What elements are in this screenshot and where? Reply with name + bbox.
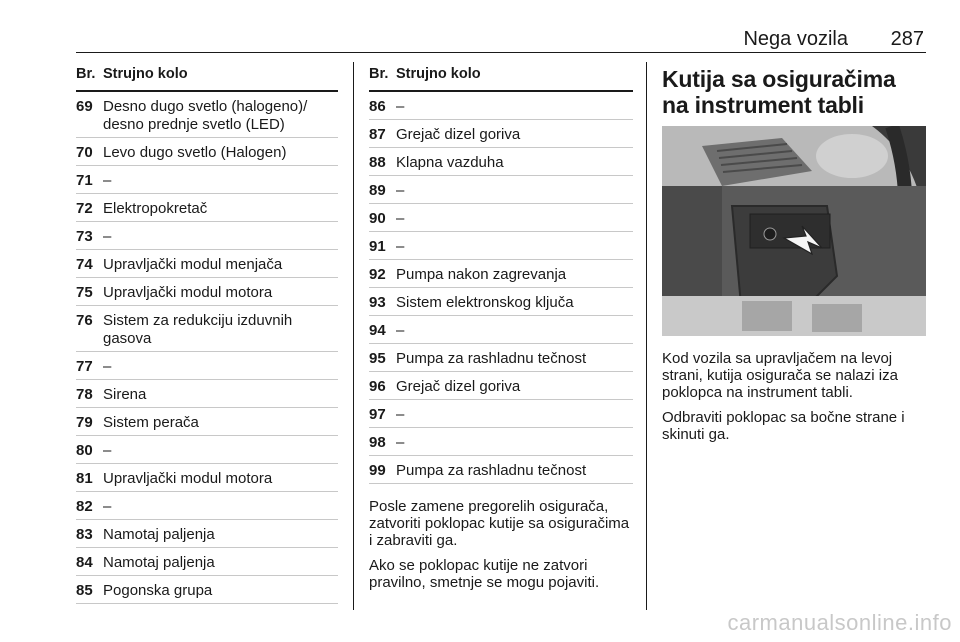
table-row (76, 408, 338, 436)
fuse-box-photo (662, 126, 926, 336)
circuit-description: Desno dugo svetlo (halogeno)/ desno prednje svetlo (LED) (103, 98, 308, 133)
table-row (76, 306, 338, 352)
circuit-description: – (103, 228, 112, 245)
table-row (369, 176, 633, 204)
circuit-description: – (396, 238, 405, 255)
circuit-description: Upravljački modul motora (103, 284, 273, 301)
fuse-number: 96 (369, 378, 386, 395)
fuse-number: 81 (76, 470, 93, 487)
fuse-table-1 (76, 66, 338, 604)
circuit-description: – (103, 442, 112, 459)
circuit-description: Namotaj paljenja (103, 526, 215, 543)
table-row (76, 520, 338, 548)
fuse-number: 79 (76, 414, 93, 431)
fuse-number: 77 (76, 358, 93, 375)
circuit-description: Pumpa nakon zagrevanja (396, 266, 567, 283)
table-header (76, 66, 338, 92)
fuse-number: 85 (76, 582, 93, 599)
table-row (76, 194, 338, 222)
circuit-description: – (396, 406, 405, 423)
fuse-number: 87 (369, 126, 386, 143)
circuit-description: Sistem elektronskog ključa (396, 294, 574, 311)
header-num: Br. (76, 66, 96, 82)
table-row (369, 204, 633, 232)
circuit-description: – (396, 434, 405, 451)
table-row (369, 260, 633, 288)
fuse-number: 83 (76, 526, 93, 543)
circuit-description: Klapna vazduha (396, 154, 504, 171)
table-row (76, 138, 338, 166)
table-row (76, 92, 338, 138)
table-row (369, 92, 633, 120)
page-header (76, 28, 926, 53)
circuit-description: – (396, 210, 405, 227)
circuit-description: Elektropokretač (103, 200, 208, 217)
table-row (369, 232, 633, 260)
fuse-number: 91 (369, 238, 386, 255)
circuit-description: Sistem perača (103, 414, 199, 431)
table-row (76, 250, 338, 278)
header-desc: Strujno kolo (396, 66, 481, 82)
table-row (369, 316, 633, 344)
fuse-number: 93 (369, 294, 386, 311)
table-row (369, 120, 633, 148)
fuse-number: 90 (369, 210, 386, 227)
circuit-description: – (396, 322, 405, 339)
table-row (369, 428, 633, 456)
fuse-number: 74 (76, 256, 93, 273)
fuse-number: 82 (76, 498, 93, 515)
table-row (76, 576, 338, 604)
fuse-number: 92 (369, 266, 386, 283)
fuse-number: 75 (76, 284, 93, 301)
table-row (76, 436, 338, 464)
circuit-description: Levo dugo svetlo (Halogen) (103, 144, 287, 161)
section-heading: Kutija sa osiguračima na instrument tabli (662, 66, 896, 118)
circuit-description: Grejač dizel goriva (396, 126, 521, 143)
table-row (369, 344, 633, 372)
table-header (369, 66, 633, 92)
paragraph: Kod vozila sa upravljačem na levoj strani, kutija osigurača se nalazi iza poklopca na instrument tabli. (662, 350, 898, 401)
fuse-number: 94 (369, 322, 386, 339)
circuit-description: Pogonska grupa (103, 582, 213, 599)
circuit-description: – (103, 358, 112, 375)
table-row (76, 278, 338, 306)
table-row (76, 222, 338, 250)
circuit-description: – (396, 98, 405, 115)
fuse-number: 86 (369, 98, 386, 115)
column-divider (353, 62, 354, 610)
fuse-number: 78 (76, 386, 93, 403)
circuit-description: Upravljački modul motora (103, 470, 273, 487)
paragraph: Posle zamene pregorelih osigurača, zatvoriti poklopac kutije sa osiguračima i zabraviti ga. (369, 498, 630, 549)
fuse-number: 98 (369, 434, 386, 451)
circuit-description: Pumpa za rashladnu tečnost (396, 350, 587, 367)
watermark: carmanualsonline.info (727, 610, 952, 635)
circuit-description: – (396, 182, 405, 199)
circuit-description: Upravljački modul menjača (103, 256, 283, 273)
fuse-number: 72 (76, 200, 93, 217)
page-number: 287 (890, 28, 924, 50)
fuse-number: 88 (369, 154, 386, 171)
table-row (369, 372, 633, 400)
circuit-description: Grejač dizel goriva (396, 378, 521, 395)
header-num: Br. (369, 66, 389, 82)
circuit-description: Sistem za redukciju izduvnih gasova (103, 312, 293, 347)
table-row (369, 456, 633, 484)
fuse-number: 76 (76, 312, 93, 329)
table-row (76, 464, 338, 492)
fuse-number: 73 (76, 228, 93, 245)
fuse-number: 84 (76, 554, 93, 571)
paragraph: Ako se poklopac kutije ne zatvori pravilno, smetnje se mogu pojaviti. (369, 557, 600, 591)
paragraph: Odbraviti poklopac sa bočne strane i skinuti ga. (662, 409, 905, 443)
table-row (76, 492, 338, 520)
circuit-description: – (103, 498, 112, 515)
fuse-number: 89 (369, 182, 386, 199)
instrument-panel-section (662, 66, 926, 451)
fuse-number: 71 (76, 172, 93, 189)
table-row (369, 400, 633, 428)
table-row (369, 148, 633, 176)
table-row (76, 352, 338, 380)
column-divider (646, 62, 647, 610)
fuse-table-2 (369, 66, 633, 599)
fuse-number: 95 (369, 350, 386, 367)
fuse-number: 97 (369, 406, 386, 423)
circuit-description: Pumpa za rashladnu tečnost (396, 462, 587, 479)
header-desc: Strujno kolo (103, 66, 188, 82)
section-title: Nega vozila (743, 28, 848, 50)
fuse-number: 69 (76, 98, 93, 115)
circuit-description: Namotaj paljenja (103, 554, 215, 571)
table-row (369, 288, 633, 316)
table-row (76, 548, 338, 576)
circuit-description: Sirena (103, 386, 147, 403)
fuse-number: 70 (76, 144, 93, 161)
table-row (76, 380, 338, 408)
table-row (76, 166, 338, 194)
fuse-number: 99 (369, 462, 386, 479)
fuse-number: 80 (76, 442, 93, 459)
circuit-description: – (103, 172, 112, 189)
